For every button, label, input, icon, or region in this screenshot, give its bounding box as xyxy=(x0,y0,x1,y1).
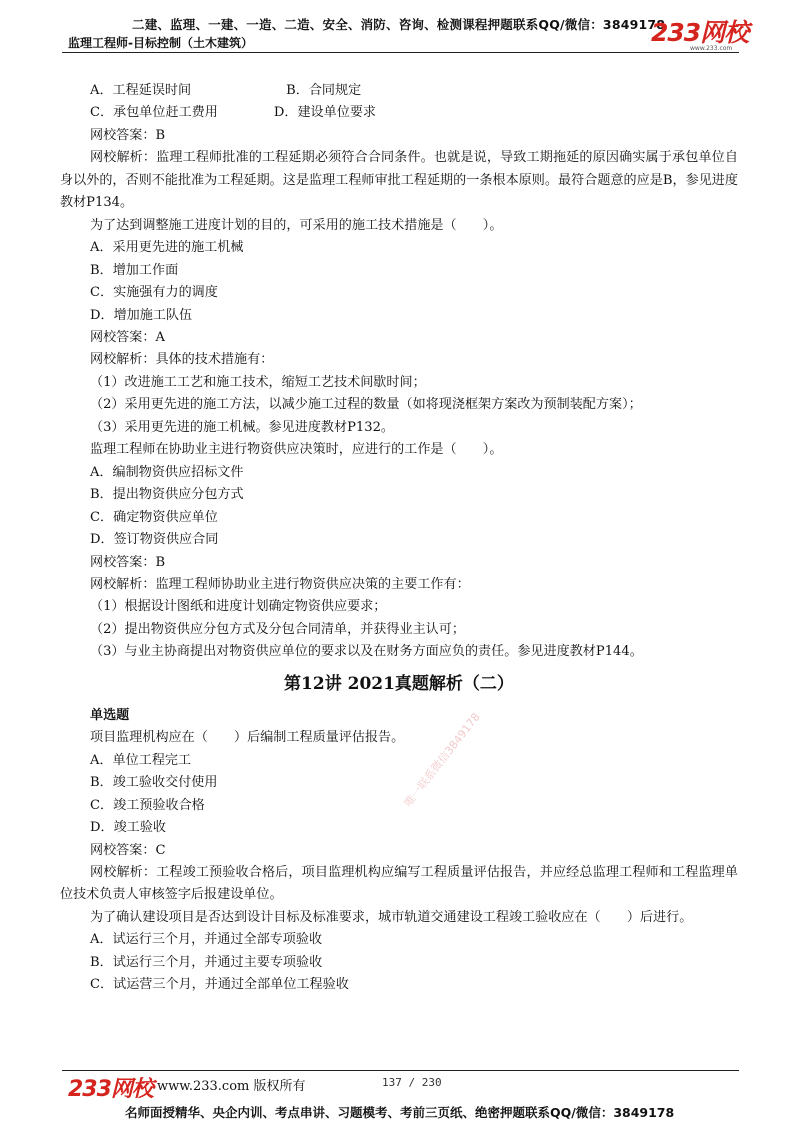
q1-options-row-1 xyxy=(90,80,738,102)
footer-divider xyxy=(62,1070,739,1071)
brand-logo: 233网校 xyxy=(651,18,749,47)
footer-promo: 名师面授精华、央企内训、考点串讲、习题模考、考前三页纸、绝密押题联系QQ/微信：3849178 xyxy=(125,1105,675,1120)
header-divider xyxy=(62,52,739,53)
q4-option: D．竣工验收 xyxy=(90,820,166,836)
q3-option: D．签订物资供应合同 xyxy=(90,532,219,548)
q3-answer: 网校答案：B xyxy=(90,554,166,570)
q3-explanation: 网校解析：监理工程师协助业主进行物资供应决策的主要工作有： xyxy=(90,576,470,592)
q2-option: B．增加工作面 xyxy=(90,262,179,278)
brand-logo-url: www.233.com xyxy=(690,45,733,52)
q3-point: （3）与业主协商提出对物资供应单位的要求以及在财务方面应负的责任。参见进度教材P144。 xyxy=(90,644,643,660)
q1-option-d: D．建设单位要求 xyxy=(273,105,377,121)
q2-point: （2）采用更先进的施工方法，以减少施工过程的数量（如将现浇框架方案改为预制装配方案）； xyxy=(90,397,642,413)
q1-option-c: C．承包单位赶工费用 xyxy=(90,105,218,121)
q2-point: （1）改进施工工艺和施工技术，缩短工艺技术间歇时间； xyxy=(90,374,426,390)
q3-option: C．确定物资供应单位 xyxy=(90,509,218,525)
lecture-title: 第12讲 2021真题解析（二） xyxy=(284,673,514,694)
header-promo: 二建、监理、一建、一造、二造、安全、消防、咨询、检测课程押题联系QQ/微信：3849178 xyxy=(132,17,666,32)
q5-option: C．试运营三个月，并通过全部单位工程验收 xyxy=(90,977,349,993)
q4-explanation: 网校解析：工程竣工预验收合格后，项目监理机构应编写工程质量评估报告，并应经总监理工程师和工程监理单位技术负责人审核签字后报建设单位。 xyxy=(60,864,738,903)
q1-option-b: B．合同规定 xyxy=(286,83,362,98)
q3-option: A．编制物资供应招标文件 xyxy=(90,464,244,480)
page-number: 137 / 230 xyxy=(382,1076,442,1089)
footer-copyright: www.233.com 版权所有 xyxy=(157,1079,306,1094)
q2-option: A．采用更先进的施工机械 xyxy=(90,240,244,256)
q4-stem: 项目监理机构应在（ ）后编制工程质量评估报告。 xyxy=(90,730,405,746)
q3-option: B．提出物资供应分包方式 xyxy=(90,487,244,503)
q3-stem: 监理工程师在协助业主进行物资供应决策时，应进行的工作是（ ）。 xyxy=(90,442,503,458)
q4-option: A．单位工程完工 xyxy=(90,752,192,768)
q3-point: （2）提出物资供应分包方式及分包合同清单，并获得业主认可； xyxy=(90,621,465,637)
q5-stem: 为了确认建设项目是否达到设计目标及标准要求，城市轨道交通建设工程竣工验收应在（ ）后进行。 xyxy=(90,909,693,925)
q1-option-a: A．工程延误时间 xyxy=(90,83,192,98)
q4-option: B．竣工验收交付使用 xyxy=(90,775,218,791)
q4-answer: 网校答案：C xyxy=(90,842,166,858)
section-label: 单选题 xyxy=(90,707,130,723)
q2-answer: 网校答案：A xyxy=(90,329,165,345)
q2-point: （3）采用更先进的施工机械。参见进度教材P132。 xyxy=(90,419,395,435)
watermark: 唯一联系微信3849178 xyxy=(401,710,483,810)
q5-option: A．试运行三个月，并通过全部专项验收 xyxy=(90,932,323,948)
q3-point: （1）根据设计图纸和进度计划确定物资供应要求； xyxy=(90,599,387,615)
q1-answer: 网校答案：B xyxy=(90,127,166,143)
q2-explanation: 网校解析：具体的技术措施有： xyxy=(90,352,274,368)
q4-option: C．竣工预验收合格 xyxy=(90,797,205,813)
q2-option: D．增加施工队伍 xyxy=(90,307,193,323)
q2-stem: 为了达到调整施工进度计划的目的，可采用的施工技术措施是（ ）。 xyxy=(90,217,503,233)
q5-option: B．试运行三个月，并通过主要专项验收 xyxy=(90,954,323,970)
q1-options-row-2 xyxy=(90,102,738,124)
footer-logo: 233网校 xyxy=(68,1077,153,1102)
header-subtitle: 监理工程师-目标控制（土木建筑） xyxy=(68,36,253,50)
q2-option: C．实施强有力的调度 xyxy=(90,285,218,301)
q1-explanation: 网校解析：监理工程师批准的工程延期必须符合合同条件。也就是说，导致工期拖延的原因确实属于承包单位自身以外的，否则不能批准为工程延期。这是监理工程师审批工程延期的一条根本原则。最符合题意的应是B，参见进度教材P134。 xyxy=(60,150,738,211)
page-body xyxy=(60,80,738,997)
